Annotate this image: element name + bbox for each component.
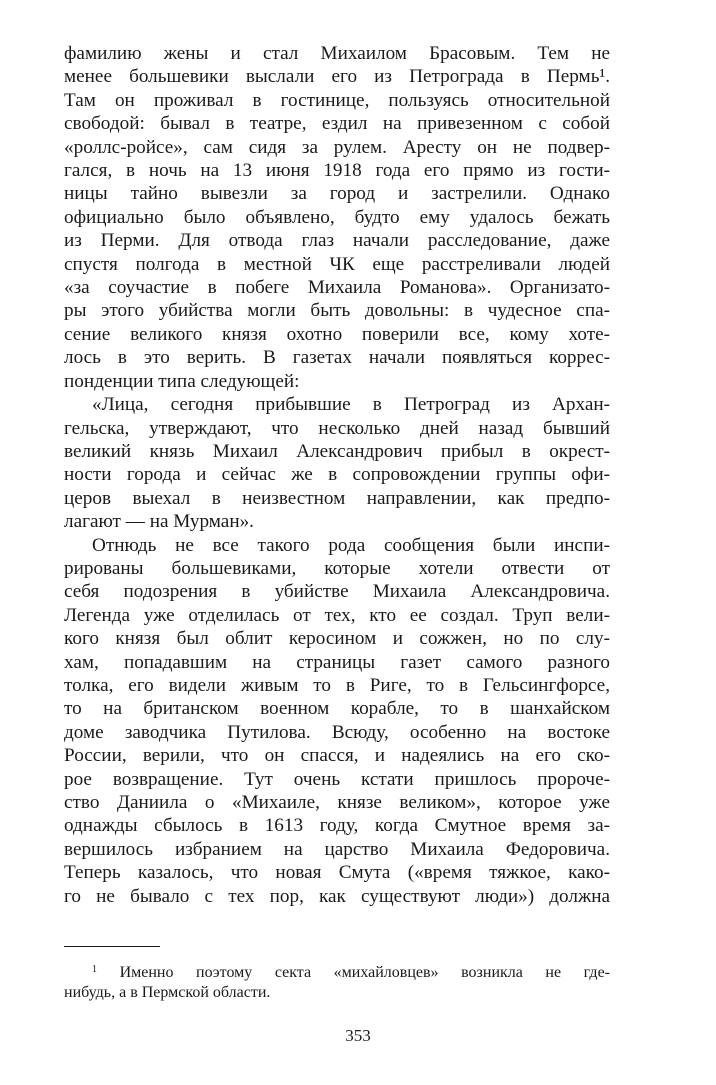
text-line: ности города и сейчас же в сопровождении группы офи- (64, 464, 610, 486)
text-line: ры этого убийства могли быть довольны: в чудесное спа- (64, 300, 610, 322)
footnote-text: нибудь, а в Пермской области. (64, 984, 271, 1001)
main-text (64, 42, 610, 908)
text-line: «за соучастие в побеге Михаила Романова». Организато- (64, 277, 610, 299)
footnote-separator (64, 946, 160, 947)
footnote-marker: 1 (92, 964, 97, 975)
text-line: сение великого князя охотно поверили все, кому хоте- (64, 323, 610, 345)
text-line: то на британском военном корабле, то в шанхайском (64, 698, 610, 720)
text-line: спустя полгода в местной ЧК еще расстреливали людей (64, 253, 610, 275)
text-line: хам, попадавшим на страницы газет самого разного (64, 651, 610, 673)
text-line: великий князь Михаил Александрович прибыл в окрест- (64, 440, 610, 462)
text-line: России, верили, что он спасся, и надеялись на его ско- (64, 745, 610, 767)
page-body (64, 42, 610, 908)
text-line: рое возвращение. Тут очень кстати пришлось пророче- (64, 768, 610, 790)
footnote-text: Именно поэтому секта «михайловцев» возникла не где- (97, 964, 610, 981)
text-line: лагают — на Мурман». (64, 511, 254, 533)
text-line: гался, в ночь на 13 июня 1918 года его прямо из гости- (64, 160, 610, 182)
text-line: гельска, утверждают, что несколько дней назад бывший (64, 417, 610, 439)
text-line: свободой: бывал в театре, ездил на привезенном с собой (64, 113, 610, 135)
text-line: «Лица, сегодня прибывшие в Петроград из Архан- (92, 394, 610, 416)
text-line: Там он проживал в гостинице, пользуясь относительной (64, 89, 610, 111)
text-line: Отнюдь не все такого рода сообщения были инспи- (92, 534, 610, 556)
text-line: вершилось избранием на царство Михаила Федоровича. (64, 838, 610, 860)
text-line: менее большевики выслали его из Петрограда в Пермь¹. (64, 66, 610, 88)
text-line: Теперь казалось, что новая Смута («время тяжкое, како- (64, 862, 610, 884)
text-line: ницы тайно вывезли за город и застрелили. Однако (64, 183, 610, 205)
footnote (64, 960, 610, 1003)
text-line: понденции типа следующей: (64, 370, 300, 392)
text-line: себя подозрения в убийстве Михаила Александровича. (64, 581, 610, 603)
text-line: «роллс-ройсе», сам сидя за рулем. Аресту он не подвер- (64, 136, 610, 158)
text-line: ство Даниила о «Михаиле, князе великом», которое уже (64, 792, 610, 813)
text-line: Легенда уже отделилась от тех, кто ее создал. Труп вели- (64, 604, 610, 626)
text-line: го не бывало с тех пор, как существуют люди») должна (64, 885, 610, 907)
text-line: официально было объявлено, будто ему удалось бежать (64, 206, 610, 228)
text-line: доме заводчика Путилова. Всюду, особенно на востоке (64, 721, 610, 743)
text-line: лось в это верить. В газетах начали появляться коррес- (64, 347, 610, 369)
page-number: 353 (345, 1026, 371, 1045)
text-line: толка, его видели живым то в Риге, то в Гельсингфорсе, (64, 674, 610, 696)
text-line: однажды сбылось в 1613 году, когда Смутное время за- (64, 815, 610, 837)
text-line: рированы большевиками, которые хотели отвести от (64, 557, 610, 579)
text-line: церов выехал в неизвестном направлении, как предпо- (64, 487, 610, 509)
text-line: кого князя был облит керосином и сожжен, но по слу- (64, 628, 610, 650)
text-line: из Перми. Для отвода глаз начали расследование, даже (64, 230, 610, 252)
text-line: фамилию жены и стал Михаилом Брасовым. Тем не (64, 43, 610, 64)
